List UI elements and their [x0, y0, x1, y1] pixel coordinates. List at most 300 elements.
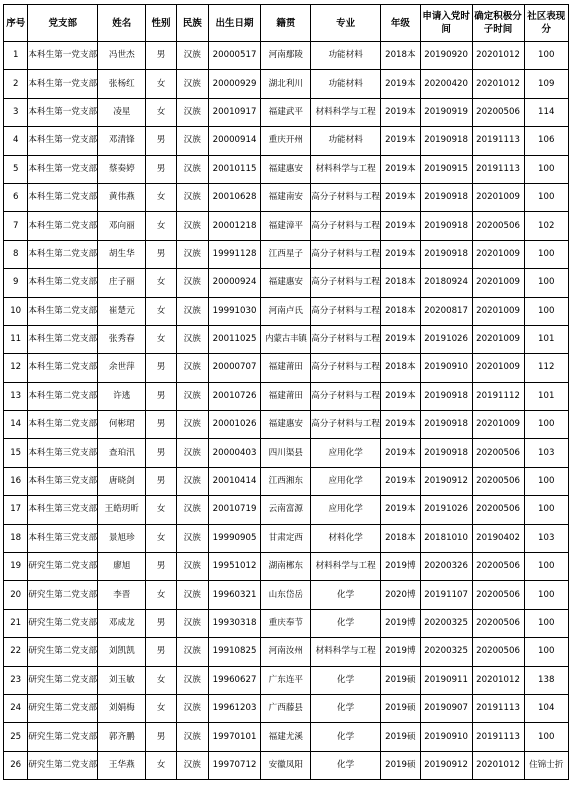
cell-birth-date: 20001218 [208, 212, 261, 240]
cell-major: 化学 [311, 666, 381, 694]
cell-activist-date: 20201012 [472, 751, 524, 779]
cell-activist-date: 20201009 [472, 325, 524, 353]
cell-activist-date: 20200506 [472, 439, 524, 467]
cell-name: 唐晓剑 [98, 467, 146, 495]
cell-ethnicity: 汉族 [176, 70, 208, 98]
cell-native-place: 福建武平 [261, 98, 311, 126]
header-cell-native-place: 籍贯 [261, 5, 311, 42]
cell-community-score: 100 [524, 581, 568, 609]
cell-native-place: 河南鄢陵 [261, 42, 311, 70]
header-cell-index: 序号 [4, 5, 28, 42]
cell-gender: 男 [146, 354, 176, 382]
cell-gender: 女 [146, 70, 176, 98]
cell-native-place: 福建漳平 [261, 212, 311, 240]
cell-birth-date: 20010726 [208, 382, 261, 410]
cell-gender: 女 [146, 496, 176, 524]
cell-native-place: 重庆开州 [261, 127, 311, 155]
cell-name: 王华燕 [98, 751, 146, 779]
cell-ethnicity: 汉族 [176, 524, 208, 552]
cell-index: 11 [4, 325, 28, 353]
cell-activist-date: 20190402 [472, 524, 524, 552]
cell-name: 景旭珍 [98, 524, 146, 552]
cell-application-date: 20190915 [420, 155, 472, 183]
cell-community-score: 103 [524, 439, 568, 467]
cell-grade: 2018本 [381, 524, 421, 552]
cell-birth-date: 19961203 [208, 694, 261, 722]
cell-activist-date: 20200506 [472, 638, 524, 666]
cell-native-place: 湖北利川 [261, 70, 311, 98]
cell-major: 化学 [311, 694, 381, 722]
cell-ethnicity: 汉族 [176, 638, 208, 666]
table-row [4, 42, 569, 70]
cell-major: 高分子材料与工程 [311, 269, 381, 297]
cell-birth-date: 20010414 [208, 467, 261, 495]
cell-grade: 2018本 [381, 42, 421, 70]
cell-branch: 研究生第二党支部 [28, 581, 98, 609]
cell-ethnicity: 汉族 [176, 751, 208, 779]
table-row [4, 666, 569, 694]
cell-birth-date: 19991128 [208, 240, 261, 268]
cell-name: 邓成龙 [98, 609, 146, 637]
cell-application-date: 20190918 [420, 183, 472, 211]
cell-branch: 研究生第二党支部 [28, 553, 98, 581]
cell-index: 25 [4, 723, 28, 751]
cell-name: 胡生华 [98, 240, 146, 268]
cell-community-score: 101 [524, 325, 568, 353]
cell-index: 10 [4, 297, 28, 325]
cell-application-date: 20190920 [420, 42, 472, 70]
cell-ethnicity: 汉族 [176, 240, 208, 268]
cell-branch: 研究生第二党支部 [28, 609, 98, 637]
cell-community-score: 100 [524, 638, 568, 666]
cell-birth-date: 19960627 [208, 666, 261, 694]
cell-native-place: 重庆奉节 [261, 609, 311, 637]
cell-grade: 2019硕 [381, 723, 421, 751]
cell-ethnicity: 汉族 [176, 694, 208, 722]
cell-major: 高分子材料与工程 [311, 354, 381, 382]
cell-branch: 本科生第一党支部 [28, 98, 98, 126]
cell-native-place: 福建惠安 [261, 155, 311, 183]
cell-major: 高分子材料与工程 [311, 325, 381, 353]
cell-activist-date: 20191113 [472, 127, 524, 155]
cell-community-score: 100 [524, 496, 568, 524]
cell-branch: 本科生第二党支部 [28, 382, 98, 410]
cell-activist-date: 20200506 [472, 581, 524, 609]
cell-activist-date: 20201009 [472, 269, 524, 297]
cell-native-place: 湖南郴东 [261, 553, 311, 581]
cell-branch: 本科生第二党支部 [28, 240, 98, 268]
cell-birth-date: 20000914 [208, 127, 261, 155]
cell-major: 高分子材料与工程 [311, 183, 381, 211]
header-cell-gender: 性别 [146, 5, 176, 42]
cell-branch: 本科生第一党支部 [28, 42, 98, 70]
cell-grade: 2019博 [381, 553, 421, 581]
cell-application-date: 20181010 [420, 524, 472, 552]
cell-birth-date: 20010719 [208, 496, 261, 524]
cell-community-score: 100 [524, 609, 568, 637]
cell-birth-date: 20010115 [208, 155, 261, 183]
cell-native-place: 甘肃定西 [261, 524, 311, 552]
cell-branch: 本科生第一党支部 [28, 155, 98, 183]
cell-major: 材料化学 [311, 524, 381, 552]
cell-birth-date: 19951012 [208, 553, 261, 581]
cell-gender: 女 [146, 183, 176, 211]
cell-native-place: 河南卢氏 [261, 297, 311, 325]
cell-gender: 男 [146, 411, 176, 439]
cell-name: 崔楚元 [98, 297, 146, 325]
table-row [4, 694, 569, 722]
cell-name: 余世萍 [98, 354, 146, 382]
cell-community-score: 100 [524, 297, 568, 325]
cell-activist-date: 20191113 [472, 694, 524, 722]
cell-gender: 男 [146, 42, 176, 70]
cell-major: 化学 [311, 751, 381, 779]
cell-major: 应用化学 [311, 439, 381, 467]
cell-grade: 2019本 [381, 382, 421, 410]
cell-name: 蔡奏婷 [98, 155, 146, 183]
cell-community-score: 114 [524, 98, 568, 126]
cell-major: 化学 [311, 581, 381, 609]
cell-application-date: 20190911 [420, 666, 472, 694]
cell-major: 高分子材料与工程 [311, 240, 381, 268]
cell-gender: 男 [146, 553, 176, 581]
cell-major: 高分子材料与工程 [311, 297, 381, 325]
cell-branch: 本科生第二党支部 [28, 411, 98, 439]
cell-birth-date: 19991030 [208, 297, 261, 325]
header-cell-application-date: 申请入党时间 [420, 5, 472, 42]
cell-ethnicity: 汉族 [176, 581, 208, 609]
cell-major: 高分子材料与工程 [311, 411, 381, 439]
cell-application-date: 20200817 [420, 297, 472, 325]
cell-community-score: 100 [524, 411, 568, 439]
cell-ethnicity: 汉族 [176, 609, 208, 637]
cell-gender: 男 [146, 609, 176, 637]
cell-native-place: 安徽凤阳 [261, 751, 311, 779]
cell-birth-date: 19970101 [208, 723, 261, 751]
cell-birth-date: 20000707 [208, 354, 261, 382]
cell-application-date: 20200420 [420, 70, 472, 98]
cell-activist-date: 20201009 [472, 297, 524, 325]
cell-branch: 研究生第二党支部 [28, 666, 98, 694]
cell-index: 12 [4, 354, 28, 382]
cell-branch: 研究生第二党支部 [28, 694, 98, 722]
cell-major: 材料科学与工程 [311, 155, 381, 183]
cell-native-place: 江西湘东 [261, 467, 311, 495]
cell-index: 14 [4, 411, 28, 439]
table-row [4, 467, 569, 495]
cell-birth-date: 19960321 [208, 581, 261, 609]
table-row [4, 70, 569, 98]
cell-name: 刘玉敏 [98, 666, 146, 694]
cell-birth-date: 19970712 [208, 751, 261, 779]
cell-index: 26 [4, 751, 28, 779]
cell-community-score: 103 [524, 524, 568, 552]
cell-ethnicity: 汉族 [176, 325, 208, 353]
cell-community-score: 100 [524, 553, 568, 581]
cell-branch: 本科生第三党支部 [28, 524, 98, 552]
cell-index: 17 [4, 496, 28, 524]
cell-name: 王皓玥昕 [98, 496, 146, 524]
roster-sheet [3, 4, 569, 780]
cell-birth-date: 20000403 [208, 439, 261, 467]
cell-branch: 本科生第三党支部 [28, 496, 98, 524]
cell-name: 许逃 [98, 382, 146, 410]
cell-gender: 男 [146, 382, 176, 410]
header-cell-activist-date: 确定积极分子时间 [472, 5, 524, 42]
cell-application-date: 20191026 [420, 325, 472, 353]
cell-native-place: 云南富源 [261, 496, 311, 524]
cell-activist-date: 20200506 [472, 98, 524, 126]
cell-native-place: 内蒙古丰镇 [261, 325, 311, 353]
cell-grade: 2019本 [381, 240, 421, 268]
cell-native-place: 福建莆田 [261, 382, 311, 410]
cell-native-place: 福建尤溪 [261, 723, 311, 751]
table-row [4, 240, 569, 268]
cell-application-date: 20190912 [420, 467, 472, 495]
cell-major: 材料科学与工程 [311, 553, 381, 581]
cell-application-date: 20200325 [420, 609, 472, 637]
cell-activist-date: 20200506 [472, 609, 524, 637]
cell-community-score: 100 [524, 155, 568, 183]
cell-activist-date: 20201009 [472, 411, 524, 439]
cell-major: 功能材料 [311, 42, 381, 70]
cell-ethnicity: 汉族 [176, 666, 208, 694]
cell-name: 黄伟燕 [98, 183, 146, 211]
cell-name: 张杨红 [98, 70, 146, 98]
cell-index: 18 [4, 524, 28, 552]
cell-application-date: 20190918 [420, 127, 472, 155]
cell-branch: 本科生第二党支部 [28, 297, 98, 325]
cell-application-date: 20190918 [420, 382, 472, 410]
cell-index: 23 [4, 666, 28, 694]
table-row [4, 609, 569, 637]
cell-application-date: 20200326 [420, 553, 472, 581]
cell-grade: 2019本 [381, 439, 421, 467]
cell-native-place: 河南汝州 [261, 638, 311, 666]
cell-gender: 男 [146, 467, 176, 495]
cell-grade: 2018本 [381, 354, 421, 382]
cell-activist-date: 20201012 [472, 70, 524, 98]
cell-name: 邓向丽 [98, 212, 146, 240]
table-row [4, 183, 569, 211]
cell-gender: 女 [146, 694, 176, 722]
cell-grade: 2020博 [381, 581, 421, 609]
cell-community-score: 100 [524, 269, 568, 297]
cell-branch: 本科生第一党支部 [28, 127, 98, 155]
cell-community-score: 102 [524, 212, 568, 240]
table-row [4, 496, 569, 524]
cell-ethnicity: 汉族 [176, 467, 208, 495]
table-row [4, 751, 569, 779]
cell-branch: 研究生第二党支部 [28, 723, 98, 751]
cell-gender: 男 [146, 439, 176, 467]
cell-ethnicity: 汉族 [176, 98, 208, 126]
cell-index: 13 [4, 382, 28, 410]
table-row [4, 581, 569, 609]
cell-community-score: 101 [524, 382, 568, 410]
cell-name: 李晋 [98, 581, 146, 609]
cell-grade: 2019本 [381, 70, 421, 98]
cell-gender: 女 [146, 581, 176, 609]
cell-major: 化学 [311, 609, 381, 637]
cell-grade: 2019本 [381, 467, 421, 495]
cell-major: 功能材料 [311, 70, 381, 98]
cell-name: 郭齐鹏 [98, 723, 146, 751]
table-row [4, 439, 569, 467]
cell-branch: 研究生第二党支部 [28, 751, 98, 779]
cell-gender: 男 [146, 638, 176, 666]
header-cell-major: 专业 [311, 5, 381, 42]
cell-community-score: 100 [524, 240, 568, 268]
table-row [4, 212, 569, 240]
cell-native-place: 四川渠县 [261, 439, 311, 467]
table-row [4, 127, 569, 155]
cell-gender: 女 [146, 666, 176, 694]
cell-application-date: 20190912 [420, 751, 472, 779]
cell-major: 应用化学 [311, 496, 381, 524]
cell-gender: 女 [146, 524, 176, 552]
cell-birth-date: 20010917 [208, 98, 261, 126]
header-cell-branch: 党支部 [28, 5, 98, 42]
cell-branch: 本科生第一党支部 [28, 70, 98, 98]
cell-native-place: 广西藤县 [261, 694, 311, 722]
cell-application-date: 20190918 [420, 439, 472, 467]
cell-application-date: 20190918 [420, 240, 472, 268]
cell-name: 冯世杰 [98, 42, 146, 70]
cell-major: 高分子材料与工程 [311, 212, 381, 240]
cell-gender: 女 [146, 212, 176, 240]
cell-index: 4 [4, 127, 28, 155]
cell-gender: 男 [146, 240, 176, 268]
cell-application-date: 20190919 [420, 98, 472, 126]
cell-grade: 2018本 [381, 297, 421, 325]
cell-branch: 本科生第二党支部 [28, 212, 98, 240]
cell-native-place: 山东岱岳 [261, 581, 311, 609]
cell-index: 22 [4, 638, 28, 666]
cell-native-place: 福建南安 [261, 183, 311, 211]
cell-index: 7 [4, 212, 28, 240]
cell-activist-date: 20200506 [472, 467, 524, 495]
cell-grade: 2019本 [381, 183, 421, 211]
cell-gender: 女 [146, 325, 176, 353]
cell-ethnicity: 汉族 [176, 411, 208, 439]
table-row [4, 553, 569, 581]
cell-gender: 男 [146, 127, 176, 155]
cell-activist-date: 20201012 [472, 42, 524, 70]
cell-grade: 2019本 [381, 496, 421, 524]
header-cell-name: 姓名 [98, 5, 146, 42]
cell-activist-date: 20200506 [472, 553, 524, 581]
cell-major: 材料科学与工程 [311, 638, 381, 666]
table-row [4, 269, 569, 297]
cell-grade: 2019本 [381, 155, 421, 183]
table-row [4, 524, 569, 552]
header-cell-birth-date: 出生日期 [208, 5, 261, 42]
cell-grade: 2019硕 [381, 751, 421, 779]
cell-branch: 本科生第二党支部 [28, 183, 98, 211]
cell-community-score: 112 [524, 354, 568, 382]
cell-branch: 本科生第二党支部 [28, 269, 98, 297]
cell-community-score: 106 [524, 127, 568, 155]
cell-name: 凌星 [98, 98, 146, 126]
cell-birth-date: 19990905 [208, 524, 261, 552]
header-cell-ethnicity: 民族 [176, 5, 208, 42]
cell-major: 功能材料 [311, 127, 381, 155]
roster-table [3, 4, 569, 780]
cell-ethnicity: 汉族 [176, 297, 208, 325]
cell-application-date: 20190910 [420, 354, 472, 382]
cell-name: 庄子丽 [98, 269, 146, 297]
cell-branch: 本科生第二党支部 [28, 354, 98, 382]
cell-major: 应用化学 [311, 467, 381, 495]
cell-activist-date: 20191113 [472, 723, 524, 751]
cell-application-date: 20190910 [420, 723, 472, 751]
cell-birth-date: 20000924 [208, 269, 261, 297]
cell-activist-date: 20200506 [472, 496, 524, 524]
cell-community-score: 100 [524, 42, 568, 70]
cell-application-date: 20190918 [420, 411, 472, 439]
cell-ethnicity: 汉族 [176, 183, 208, 211]
cell-community-score: 138 [524, 666, 568, 694]
cell-ethnicity: 汉族 [176, 382, 208, 410]
cell-gender: 女 [146, 98, 176, 126]
cell-ethnicity: 汉族 [176, 155, 208, 183]
cell-gender: 男 [146, 723, 176, 751]
cell-ethnicity: 汉族 [176, 42, 208, 70]
cell-grade: 2019本 [381, 98, 421, 126]
cell-birth-date: 19930318 [208, 609, 261, 637]
table-row [4, 638, 569, 666]
cell-gender: 女 [146, 297, 176, 325]
cell-native-place: 福建惠安 [261, 269, 311, 297]
cell-grade: 2019博 [381, 609, 421, 637]
cell-birth-date: 20011025 [208, 325, 261, 353]
cell-activist-date: 20201012 [472, 666, 524, 694]
cell-ethnicity: 汉族 [176, 496, 208, 524]
cell-major: 材料科学与工程 [311, 98, 381, 126]
cell-index: 24 [4, 694, 28, 722]
cell-ethnicity: 汉族 [176, 127, 208, 155]
table-row [4, 98, 569, 126]
cell-name: 张秀春 [98, 325, 146, 353]
cell-application-date: 20190918 [420, 212, 472, 240]
header-cell-grade: 年级 [381, 5, 421, 42]
cell-name: 查珀汛 [98, 439, 146, 467]
cell-index: 2 [4, 70, 28, 98]
cell-birth-date: 19910825 [208, 638, 261, 666]
cell-branch: 本科生第三党支部 [28, 467, 98, 495]
cell-birth-date: 20000929 [208, 70, 261, 98]
cell-activist-date: 20201009 [472, 240, 524, 268]
cell-index: 1 [4, 42, 28, 70]
roster-body [4, 42, 569, 780]
cell-grade: 2019本 [381, 127, 421, 155]
cell-index: 5 [4, 155, 28, 183]
cell-grade: 2018本 [381, 269, 421, 297]
cell-name: 刘凯凯 [98, 638, 146, 666]
cell-activist-date: 20191112 [472, 382, 524, 410]
cell-branch: 研究生第二党支部 [28, 638, 98, 666]
cell-branch: 本科生第二党支部 [28, 325, 98, 353]
cell-community-score: 100 [524, 723, 568, 751]
header-cell-community-score: 社区表现分 [524, 5, 568, 42]
cell-activist-date: 20191113 [472, 155, 524, 183]
cell-native-place: 福建莆田 [261, 354, 311, 382]
cell-gender: 女 [146, 269, 176, 297]
header-row [4, 5, 569, 42]
cell-birth-date: 20010628 [208, 183, 261, 211]
cell-grade: 2019硕 [381, 666, 421, 694]
